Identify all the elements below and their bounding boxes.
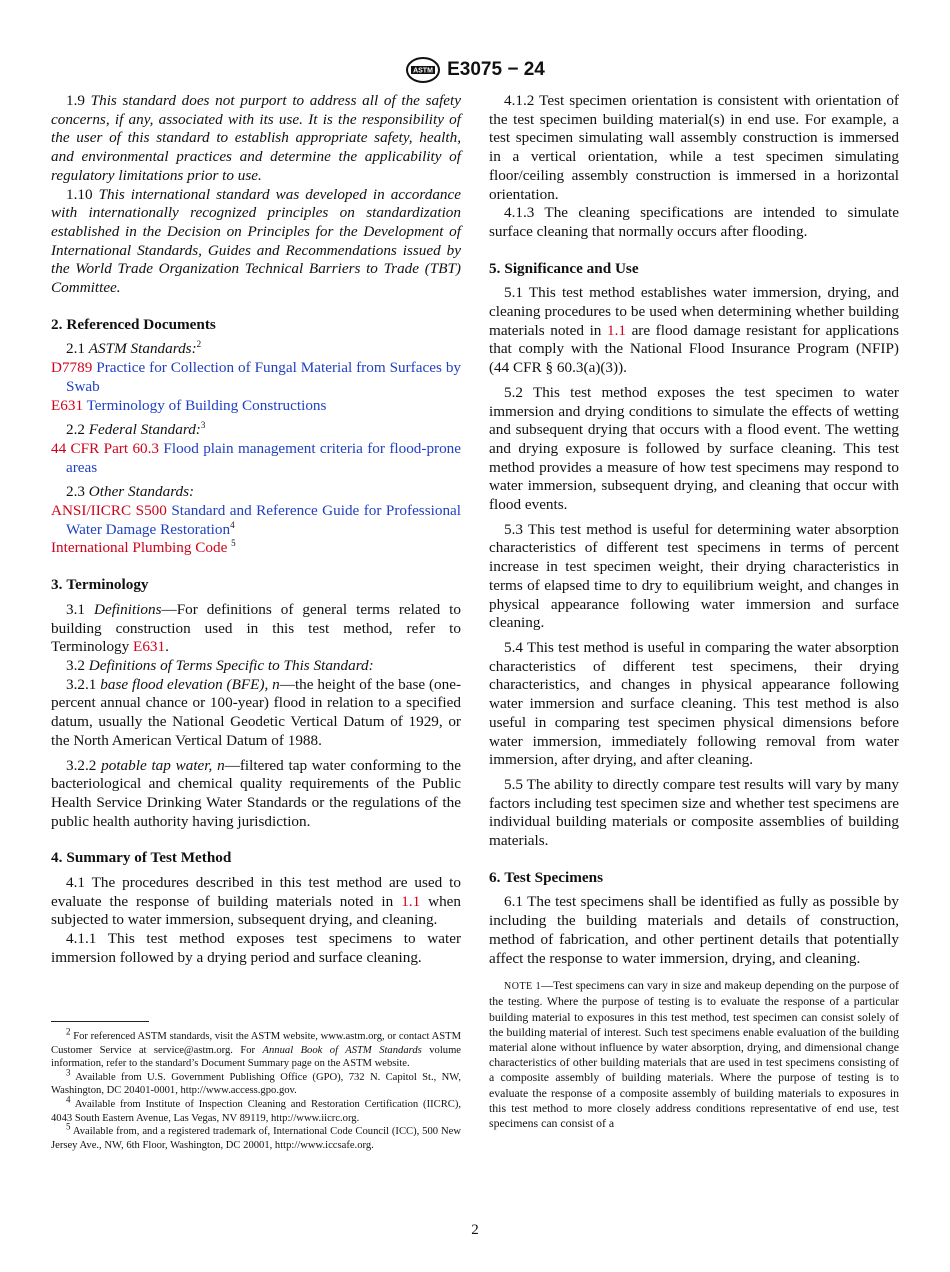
- reference-title-link[interactable]: Practice for Collection of Fungal Material from Surfaces by Swab: [66, 359, 462, 395]
- footnote-3: $^3$ Available from U.S. Government Publishing Office (GPO), 732 N. Capitol St., NW, Washington, DC 20401-0001, http://www.access.gpo.gov.: [51, 1067, 461, 1097]
- reference-code-link[interactable]: ANSI/IICRC S500: [51, 502, 167, 520]
- paragraph-4-1-2: 4.1.2 Test specimen orientation is consistent with orientation of the test specimen building material(s) in end use. For example, a test specimen simulating wall assembly construction is immersed in a vertical orientation, while a test specimen simulating floor/ceiling assembly construction is immersed in a horizontal orientation.: [489, 92, 899, 203]
- paragraph-2-1: 2.1 ASTM Standards:$^2$: [66, 339, 202, 358]
- reference-title-link[interactable]: Terminology of Building Constructions: [86, 396, 327, 414]
- section-5-heading: 5. Significance and Use: [489, 259, 639, 277]
- paragraph-4-1: 4.1 The procedures described in this test method are used to evaluate the response of building materials noted in 1.1 when subjected to water immersion, subsequent drying, and cleaning.: [51, 874, 462, 929]
- section-1-1-link[interactable]: 1.1: [401, 892, 421, 910]
- section-6-heading: 6. Test Specimens: [489, 868, 603, 886]
- paragraph-5-4: 5.4 This test method is useful in comparing the water absorption characteristics of different test specimens, their drying characteristics, and changes in physical appearance following water immersion and surface cleaning. This test method is also useful in comparing test specimen physical dimensions before water immersion, immediately following removal from water immersion, after drying, and after cleaning.: [489, 638, 899, 769]
- paragraph-3-2-2: 3.2.2 potable tap water, n—filtered tap water conforming to the bacteriological and chemical quality requirements of the Public Health Service Drinking Water Standards or the regulations of the public health authority having jurisdiction.: [51, 756, 462, 830]
- reference-e631: [51, 397, 461, 416]
- reference-title-link[interactable]: International Plumbing Code: [51, 539, 228, 557]
- page-number: 2: [471, 1222, 479, 1238]
- section-1-1-link[interactable]: 1.1: [606, 321, 626, 339]
- reference-code-link[interactable]: E631: [51, 396, 84, 414]
- reference-title-link[interactable]: Standard and Reference Guide for Professional Water Damage Restoration: [66, 502, 461, 538]
- right-column: [489, 92, 899, 1131]
- note-1: NOTE 1—Test specimens can vary in size and makeup depending on the purpose of the testing. Where the purpose of testing is to evaluate the response of a particular building material to exposures in this test method, test specimen can consist solely of the building material of interest. Such test specimens enable evaluation of the building material alone without influence by water absorption, drying, and dimensional change characteristics of other building materials that are used in test specimens consisting of a composite assembly of building materials. Where the purpose of testing is to evaluate the response of a composite assembly of building materials to exposures in this test method to more closely address conditions representative of end use, test specimens can consist of a: [489, 978, 899, 1131]
- reference-code-link[interactable]: D7789: [51, 359, 93, 377]
- paragraph-5-3: 5.3 This test method is useful for determining water absorption characteristics of different test specimens in terms of percent increase in test specimen weight, their drying characteristics in terms of elapsed time to dry to equilibrium weight, and changes in physical appearance following water immersion and surface cleaning.: [489, 520, 899, 632]
- paragraph-3-2: 3.2 Definitions of Terms Specific to This Standard:: [66, 656, 374, 674]
- left-column: [51, 92, 461, 968]
- reference-iicrc-s500: ANSI/IICRC S500 Standard and Reference Guide for Professional Water Damage Restoration$^4$: [51, 502, 461, 538]
- reference-d7789: [51, 359, 461, 396]
- paragraph-5-2: 5.2 This test method exposes the test specimen to water immersion and drying conditions to simulate the effects of wetting and subsequent drying that occurs with a flood event. The wetting and drying exposure is followed by surface cleaning. This test method provides a measure of how test specimens may respond to water immersion, subsequent drying, and cleaning that occur with flood events.: [489, 383, 899, 514]
- paragraph-1-10: 1.10 This international standard was developed in accordance with internationally recognized principles on standardization established in the Decision on Principles for the Development of International Standards, Guides and Recommendations issued by the World Trade Organization Technical Barriers to Trade (TBT) Committee.: [51, 185, 461, 297]
- astm-logo-icon: [405, 56, 441, 84]
- footnote-divider: [51, 1021, 149, 1022]
- footnote-4: $^4$ Available from Institute of Inspection Cleaning and Restoration Certification (IICRC), 4043 South Eastern Avenue, Las Vegas, NV 89119, http://www.iicrc.org.: [51, 1094, 461, 1124]
- paragraph-5-1: 5.1 This test method establishes water immersion, drying, and cleaning procedures to be used when determining whether building materials noted in 1.1 are flood damage resistant for applications that comply with the National Flood Insurance Program (NFIP) (44 CFR § 60.3(a)(3)).: [489, 284, 900, 377]
- reference-code-link[interactable]: 44 CFR Part 60.3: [51, 439, 160, 457]
- section-4-heading: 4. Summary of Test Method: [51, 849, 232, 867]
- footnote-2: $^2$ For referenced ASTM standards, visit the ASTM website, www.astm.org, or contact ASTM Customer Service at service@astm.org. For Annual Book of ASTM Standards volume information, refer to the standard’s Document Summary page on the ASTM website.: [51, 1026, 462, 1070]
- reference-ipc: International Plumbing Code $^5$: [51, 538, 236, 557]
- section-3-heading: 3. Terminology: [51, 576, 149, 594]
- document-id: E3075 − 24: [447, 59, 545, 80]
- paragraph-2-2: 2.2 Federal Standard:$^3$: [66, 420, 206, 439]
- paragraph-6-1: 6.1 The test specimens shall be identified as fully as possible by including the building materials and details of construction, method of fabrication, and other pertinent details that potentially affect the response to water immersion, drying, and cleaning.: [489, 893, 899, 967]
- paragraph-5-5: 5.5 The ability to directly compare test results will vary by many factors including test specimen size and whether test specimens are individual building materials or composite assemblies of building materials.: [489, 775, 899, 850]
- paragraph-4-1-3: 4.1.3 The cleaning specifications are intended to simulate surface cleaning that normally occurs after flooding.: [489, 204, 899, 240]
- paragraph-3-2-1: 3.2.1 base flood elevation (BFE), n—the height of the base (one-percent annual chance or 100-year) flood in relation to a specified datum, usually the National Geodetic Vertical Datum of 1929, or the North American Vertical Datum of 1988.: [51, 675, 462, 749]
- svg-text:ASTM: ASTM: [413, 67, 434, 75]
- footnote-5: $^5$ Available from, and a registered trademark of, International Code Council (ICC), 500 New Jersey Ave., NW, 6th Floor, Washington, DC 20001, http://www.iccsafe.org.: [51, 1121, 461, 1151]
- reference-44-cfr: [51, 440, 461, 477]
- footnotes: [51, 1026, 462, 1152]
- section-2-heading: 2. Referenced Documents: [51, 315, 216, 333]
- paragraph-4-1-1: 4.1.1 This test method exposes test specimens to water immersion followed by a drying period and surface cleaning.: [51, 930, 461, 966]
- e631-link[interactable]: E631: [133, 638, 166, 656]
- reference-title-link[interactable]: Flood plain management criteria for flood-prone areas: [66, 439, 462, 476]
- paragraph-2-3: 2.3 Other Standards:: [66, 483, 195, 501]
- page-header: [0, 56, 950, 89]
- paragraph-3-1: 3.1 Definitions—For definitions of general terms related to building construction used in this test method, refer to Terminology E631.: [51, 600, 461, 656]
- paragraph-1-9: 1.9 This standard does not purport to address all of the safety concerns, if any, associated with its use. It is the responsibility of the user of this standard to establish appropriate safety, health, and environmental practices and determine the applicability of regulatory limitations prior to use.: [51, 92, 462, 184]
